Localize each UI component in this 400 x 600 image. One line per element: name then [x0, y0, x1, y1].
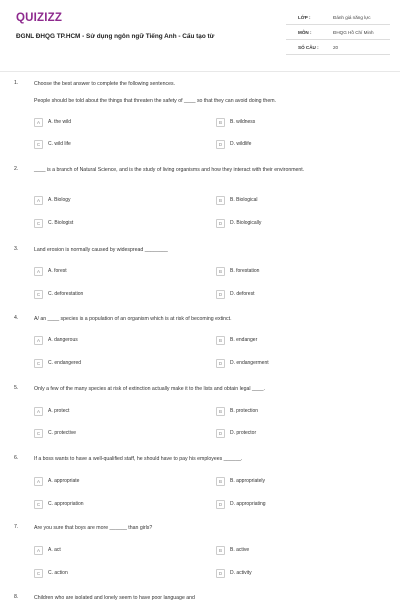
option-letter: A [34, 477, 43, 486]
option-letter: A [34, 546, 43, 555]
question-subtext: People should be told about the things that threaten the safety of ____ so that they can avoid doing them. [34, 98, 276, 104]
meta-value: ĐHQG Hồ Chí Minh [333, 29, 374, 35]
question-number: 8. [14, 594, 19, 600]
option-letter: A [34, 267, 43, 276]
option-letter: B [216, 196, 225, 205]
option-b[interactable] [216, 335, 257, 345]
option-text: D. wildlife [230, 141, 252, 147]
option-text: A. Biology [48, 197, 71, 203]
option-text: D. activity [230, 570, 252, 576]
option-letter: A [34, 196, 43, 205]
option-text: C. action [48, 570, 68, 576]
question-number: 4. [14, 315, 19, 321]
question-text: A/ an ____ species is a population of an organism which is at risk of becoming extinct. [34, 316, 232, 322]
option-letter: D [216, 500, 225, 509]
option-c[interactable] [34, 289, 83, 299]
option-a[interactable] [34, 406, 69, 416]
question-text: Are you sure that boys are more ______ than girls? [34, 525, 153, 531]
question-number: 3. [14, 246, 19, 252]
option-text: A. the wild [48, 119, 72, 125]
option-c[interactable] [34, 568, 68, 578]
option-c[interactable] [34, 358, 81, 368]
option-d[interactable] [216, 289, 254, 299]
option-b[interactable] [216, 195, 258, 205]
option-d[interactable] [216, 568, 252, 578]
option-text: B. Biological [230, 197, 258, 203]
option-letter: A [34, 336, 43, 345]
option-letter: D [216, 359, 225, 368]
option-a[interactable] [34, 476, 79, 486]
option-text: D. deforest [230, 291, 255, 297]
option-c[interactable] [34, 218, 73, 228]
option-c[interactable] [34, 428, 76, 438]
question-number: 1. [14, 80, 19, 86]
question-number: 7. [14, 524, 19, 530]
meta-key: SỐ CÂU : [298, 44, 319, 50]
option-a[interactable] [34, 335, 78, 345]
option-a[interactable] [34, 117, 71, 127]
question-text: ____ is a branch of Natural Science, and is the study of living organisms and how they interact with their environment. [34, 167, 305, 173]
option-text: A. appropriate [48, 478, 80, 484]
option-d[interactable] [216, 428, 256, 438]
option-letter: D [216, 290, 225, 299]
option-letter: C [34, 429, 43, 438]
option-letter: B [216, 267, 225, 276]
option-text: C. protective [48, 430, 77, 436]
meta-value: 20 [333, 44, 339, 50]
option-text: A. forest [48, 268, 67, 274]
option-letter: C [34, 569, 43, 578]
option-d[interactable] [216, 499, 266, 509]
option-text: D. protector [230, 430, 257, 436]
meta-row-class [286, 10, 390, 25]
option-letter: D [216, 219, 225, 228]
option-text: A. protect [48, 408, 70, 414]
header-divider [0, 71, 400, 72]
option-d[interactable] [216, 358, 269, 368]
option-text: C. wild life [48, 141, 71, 147]
option-text: D. Biologically [230, 220, 262, 226]
option-b[interactable] [216, 545, 249, 555]
option-letter: B [216, 546, 225, 555]
question-text: Only a few of the many species at risk of extinction actually make it to the lists and obtain legal ____. [34, 386, 265, 392]
option-b[interactable] [216, 266, 259, 276]
option-letter: C [34, 290, 43, 299]
option-letter: D [216, 140, 225, 149]
option-text: B. protection [230, 408, 259, 414]
option-text: A. dangerous [48, 337, 78, 343]
option-a[interactable] [34, 545, 61, 555]
option-a[interactable] [34, 195, 71, 205]
option-text: C. Biologist [48, 220, 74, 226]
option-d[interactable] [216, 218, 261, 228]
option-text: B. wildness [230, 119, 256, 125]
option-letter: B [216, 477, 225, 486]
question-text: Land erosion is normally caused by widespread ________ [34, 247, 168, 253]
meta-value: Đánh giá năng lực [333, 14, 371, 20]
option-b[interactable] [216, 476, 265, 486]
question-text: Choose the best answer to complete the following sentences. [34, 81, 176, 87]
option-letter: B [216, 118, 225, 127]
option-text: C. deforestation [48, 291, 84, 297]
document-title: ĐGNL ĐHQG TP.HCM - Sử dụng ngôn ngữ Tiếng Anh - Cấu tạo từ [16, 33, 215, 40]
option-text: A. act [48, 547, 61, 553]
meta-key: MÔN : [298, 29, 312, 35]
question-number: 6. [14, 455, 19, 461]
option-letter: B [216, 336, 225, 345]
page-header [0, 0, 400, 72]
meta-row-count [286, 40, 390, 55]
meta-key: LỚP : [298, 14, 311, 20]
option-b[interactable] [216, 406, 258, 416]
meta-row-subject [286, 25, 390, 40]
option-text: C. appropriation [48, 501, 84, 507]
option-text: B. active [230, 547, 250, 553]
option-text: D. endangerment [230, 360, 269, 366]
option-letter: A [34, 118, 43, 127]
question-number: 2. [14, 166, 19, 172]
option-c[interactable] [34, 139, 71, 149]
option-d[interactable] [216, 139, 251, 149]
option-text: B. endanger [230, 337, 258, 343]
option-text: C. endangered [48, 360, 82, 366]
option-letter: D [216, 569, 225, 578]
option-text: D. appropriating [230, 501, 266, 507]
option-letter: C [34, 219, 43, 228]
meta-table [286, 10, 390, 55]
option-b[interactable] [216, 117, 255, 127]
option-letter: C [34, 359, 43, 368]
option-letter: C [34, 140, 43, 149]
option-letter: A [34, 407, 43, 416]
option-letter: B [216, 407, 225, 416]
option-a[interactable] [34, 266, 67, 276]
question-text: Children who are isolated and lonely seem to have poor language and [34, 595, 195, 600]
question-text: If a boss wants to have a well-qualified staff, he should have to pay his employees ______. [34, 456, 243, 462]
option-c[interactable] [34, 499, 84, 509]
option-letter: D [216, 429, 225, 438]
option-text: B. appropriately [230, 478, 266, 484]
question-number: 5. [14, 385, 19, 391]
quizizz-logo: QUIZIZZ [16, 12, 63, 24]
option-letter: C [34, 500, 43, 509]
option-text: B. forestation [230, 268, 260, 274]
